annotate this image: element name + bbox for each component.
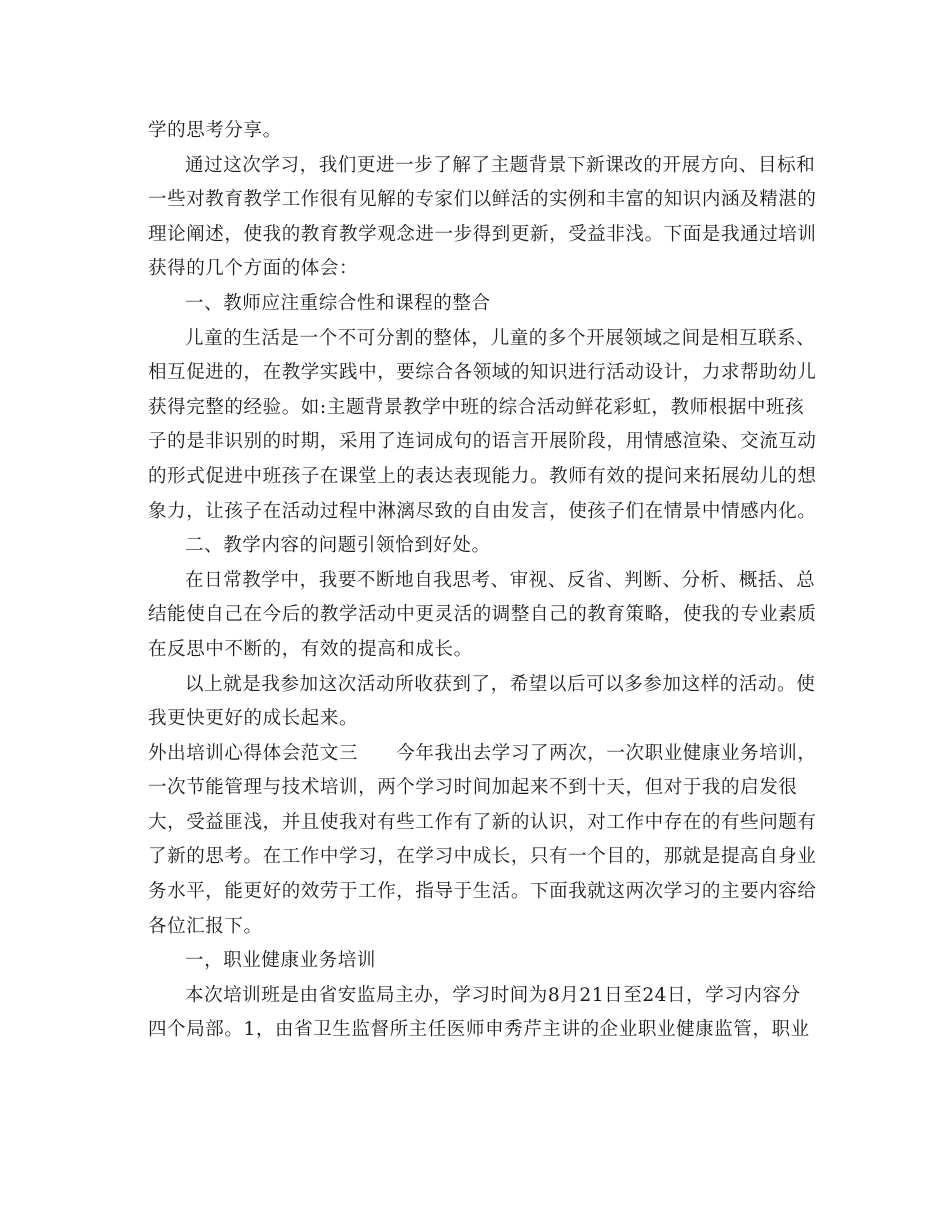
text-line: 本次培训班是由省安监局主办，学习时间为8月21日至24日，学习内容分 [185, 984, 801, 1006]
text-line: 四个局部。1，由省卫生监督所主任医师申秀芹主讲的企业职业健康监管，职业 [148, 1019, 810, 1041]
text-line: 获得完整的经验。如:主题背景教学中班的综合活动鲜花彩虹，教师根据中班孩 [148, 396, 805, 418]
text-line: 一次节能管理与技术培训，两个学习时间加起来不到十天，但对于我的启发很 [148, 777, 798, 799]
document-body [148, 114, 817, 1048]
text-line: 各位汇报下。 [148, 915, 263, 937]
text-line: 子的是非识别的时期，采用了连词成句的语言开展阶段，用情感渲染、交流互动 [148, 431, 817, 453]
text-line: 通过这次学习，我们更进一步了解了主题背景下新课改的开展方向、目标和 [185, 154, 816, 176]
text-line: 在反思中不断的，有效的提高和成长。 [148, 638, 473, 660]
text-line: 我更快更好的成长起来。 [148, 708, 359, 730]
section-heading: 一、教师应注重综合性和课程的整合 [185, 292, 491, 314]
text-line: 以上就是我参加这次活动所收获到了，希望以后可以多参加这样的活动。使 [185, 673, 816, 695]
text-line: 获得的几个方面的体会： [148, 258, 359, 280]
text-line: 一些对教育教学工作很有见解的专家们以鲜活的实例和丰富的知识内涵及精湛的 [148, 189, 817, 211]
section-heading: 一，职业健康业务培训 [185, 950, 377, 972]
text-line: 象力，让孩子在活动过程中淋漓尽致的自由发言，使孩子们在情景中情感内化。 [148, 500, 817, 522]
text-line: 了新的思考。在工作中学习，在学习中成长，只有一个目的，那就是提高自身业 [148, 846, 817, 868]
text-line: 的形式促进中班孩子在课堂上的表达表现能力。教师有效的提问来拓展幼儿的想 [148, 465, 817, 487]
text-line: 儿童的生活是一个不可分割的整体，儿童的多个开展领域之间是相互联系、 [185, 327, 816, 349]
text-line: 学的思考分享。 [148, 120, 282, 141]
text-line: 结能使自己在今后的教学活动中更灵活的调整自己的教育策略，使我的专业素质 [148, 604, 817, 626]
article-title-line: 外出培训心得体会范文三 今年我出去学习了两次，一次职业健康业务培训， [148, 742, 817, 764]
text-line: 务水平，能更好的效劳于工作，指导于生活。下面我就这两次学习的主要内容给 [148, 881, 817, 903]
text-line: 大，受益匪浅，并且使我对有些工作有了新的认识，对工作中存在的有些问题有 [148, 811, 817, 833]
text-line: 在日常教学中，我要不断地自我思考、审视、反省、判断、分析、概括、总 [185, 569, 816, 591]
text-line: 相互促进的，在教学实践中，要综合各领域的知识进行活动设计，力求帮助幼儿 [148, 362, 817, 384]
text-line: 理论阐述，使我的教育教学观念进一步得到更新，受益非浅。下面是我通过培训 [148, 223, 817, 245]
section-heading: 二、教学内容的问题引领恰到好处。 [185, 535, 491, 557]
